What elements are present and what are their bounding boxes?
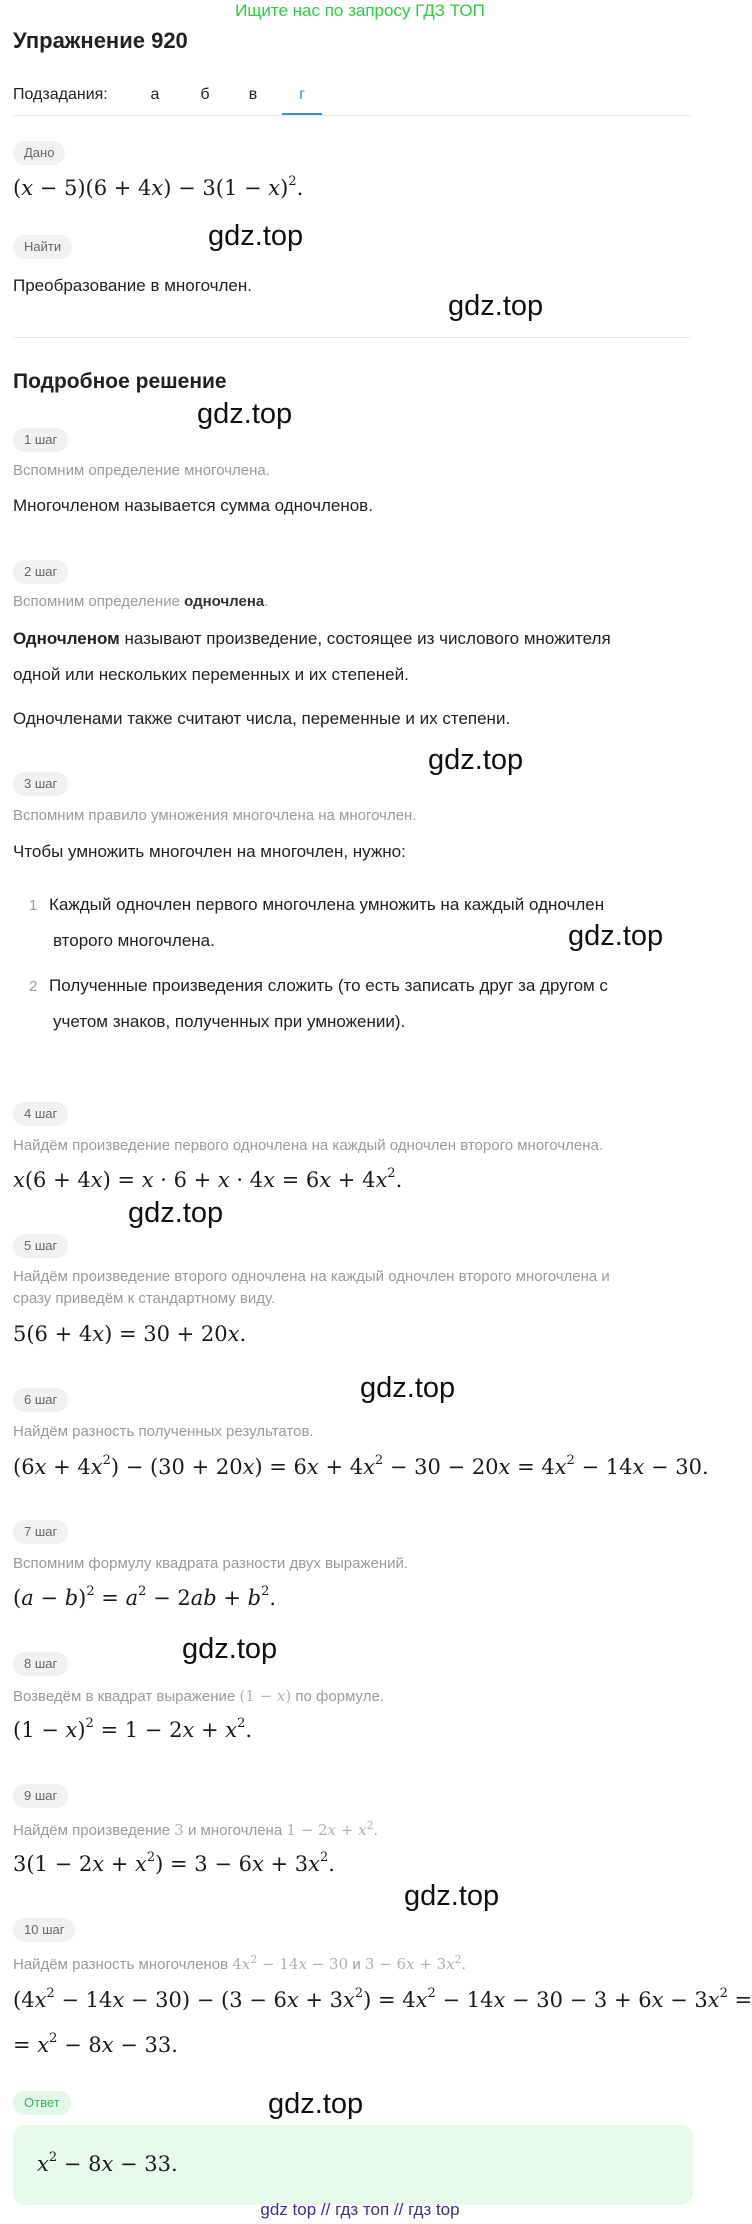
given-chip: Дано	[13, 141, 65, 165]
answer-formula: $x^2 - 8x - 33$.	[37, 2150, 178, 2176]
watermark: gdz.top	[360, 1372, 456, 1404]
step-note: Найдём разность многочленов $4x^2 - 14x - 30$ и $3 - 6x + 3x^2$.	[13, 1953, 466, 1973]
step-formula: $(1 - x)^2 = 1 - 2x + x^2$.	[13, 1716, 253, 1742]
step-chip: 4 шаг	[13, 1102, 68, 1126]
step-chip: 9 шаг	[13, 1784, 68, 1808]
tab-g[interactable]: г	[299, 86, 305, 103]
subtasks-label: Подзадания:	[13, 86, 108, 103]
step-note: Вспомним определение одночлена.	[13, 593, 269, 610]
step-formula: $x(6 + 4x) = x \cdot 6 + x \cdot 4x = 6x + 4x^2$.	[13, 1166, 403, 1192]
step-text: Чтобы умножить многочлен на многочлен, нужно:	[13, 842, 406, 861]
step-formula: $(a - b)^2 = a^2 - 2ab + b^2$.	[13, 1584, 277, 1610]
divider	[13, 115, 691, 116]
step-formula: $(6x + 4x^2) - (30 + 20x) = 6x + 4x^2 - 30 - 20x = 4x^2 - 14x - 30$.	[13, 1453, 709, 1479]
list-item-text: Полученные произведения сложить (то есть записать друг за другом с	[49, 976, 608, 995]
step-chip: 5 шаг	[13, 1234, 68, 1258]
step-note: Вспомним правило умножения многочлена на многочлен.	[13, 807, 417, 824]
step-note: Вспомним формулу квадрата разности двух выражений.	[13, 1555, 409, 1572]
watermark: gdz.top	[128, 1197, 224, 1229]
step-note: Найдём произведение 3 и многочлена $1 - 2x + x^2$.	[13, 1819, 378, 1839]
list-item-text: Каждый одночлен первого многочлена умножить на каждый одночлен	[49, 895, 605, 914]
step-note: сразу приведём к стандартному виду.	[13, 1290, 276, 1307]
tab-b[interactable]: б	[200, 86, 210, 103]
watermark: gdz.top	[197, 398, 293, 430]
watermark: gdz.top	[428, 744, 524, 776]
step-note: Найдём произведение первого одночлена на каждый одночлен второго многочлена.	[13, 1137, 604, 1154]
watermark: gdz.top	[568, 920, 664, 952]
step-note: Найдём разность полученных результатов.	[13, 1423, 314, 1440]
step-chip: 1 шаг	[13, 428, 68, 452]
footer-links[interactable]: gdz top // гдз топ // гдз top	[260, 2200, 460, 2219]
answer-chip: Ответ	[13, 2091, 71, 2115]
promo-banner[interactable]: Ищите нас по запросу ГДЗ ТОП	[235, 1, 485, 20]
step-chip: 8 шаг	[13, 1652, 68, 1676]
find-chip: Найти	[13, 235, 72, 259]
watermark: gdz.top	[182, 1633, 278, 1665]
given-expression: $(x - 5)(6 + 4x) - 3(1 - x)^2$.	[13, 174, 304, 200]
solution-title: Подробное решение	[13, 370, 227, 393]
divider	[13, 337, 691, 338]
step-text: Многочленом называется сумма одночленов.	[13, 496, 373, 515]
step-chip: 2 шаг	[13, 560, 68, 584]
step-note: Найдём произведение второго одночлена на каждый одночлен второго многочлена и	[13, 1268, 610, 1285]
watermark: gdz.top	[208, 220, 304, 252]
step-chip: 3 шаг	[13, 772, 68, 796]
watermark: gdz.top	[404, 1880, 500, 1912]
step-chip: 7 шаг	[13, 1520, 68, 1544]
step-text: Одночленами также считают числа, переменные и их степени.	[13, 709, 511, 728]
tab-v[interactable]: в	[248, 86, 258, 103]
step-note: Возведём в квадрат выражение (1 − x) по формуле.	[13, 1687, 384, 1705]
step-chip: 6 шаг	[13, 1388, 68, 1412]
tab-a[interactable]: а	[150, 86, 160, 103]
watermark: gdz.top	[268, 2088, 364, 2120]
find-text: Преобразование в многочлен.	[13, 276, 252, 295]
step-formula: = $x^2 - 8x - 33$.	[13, 2031, 178, 2057]
list-item-text: второго многочлена.	[53, 931, 215, 950]
list-item-text: учетом знаков, полученных при умножении).	[53, 1012, 406, 1031]
list-number: 1	[29, 897, 38, 914]
step-note: Вспомним определение многочлена.	[13, 462, 270, 479]
step-formula: 5(6 + 4x) = 30 + 20x.	[13, 1322, 247, 1346]
step-text: одной или нескольких переменных и их степеней.	[13, 665, 409, 684]
page-title: Упражнение 920	[13, 28, 188, 53]
step-formula: $(4x^2 - 14x - 30) - (3 - 6x + 3x^2) = 4x^2 - 14x - 30 - 3 + 6x - 3x^2$ =	[13, 1986, 752, 2012]
watermark: gdz.top	[448, 290, 544, 322]
step-chip: 10 шаг	[13, 1918, 75, 1942]
step-formula: $3(1 - 2x + x^2) = 3 - 6x + 3x^2$.	[13, 1850, 335, 1876]
list-number: 2	[29, 978, 38, 995]
step-text: Одночленом называют произведение, состоящее из числового множителя	[13, 629, 611, 648]
